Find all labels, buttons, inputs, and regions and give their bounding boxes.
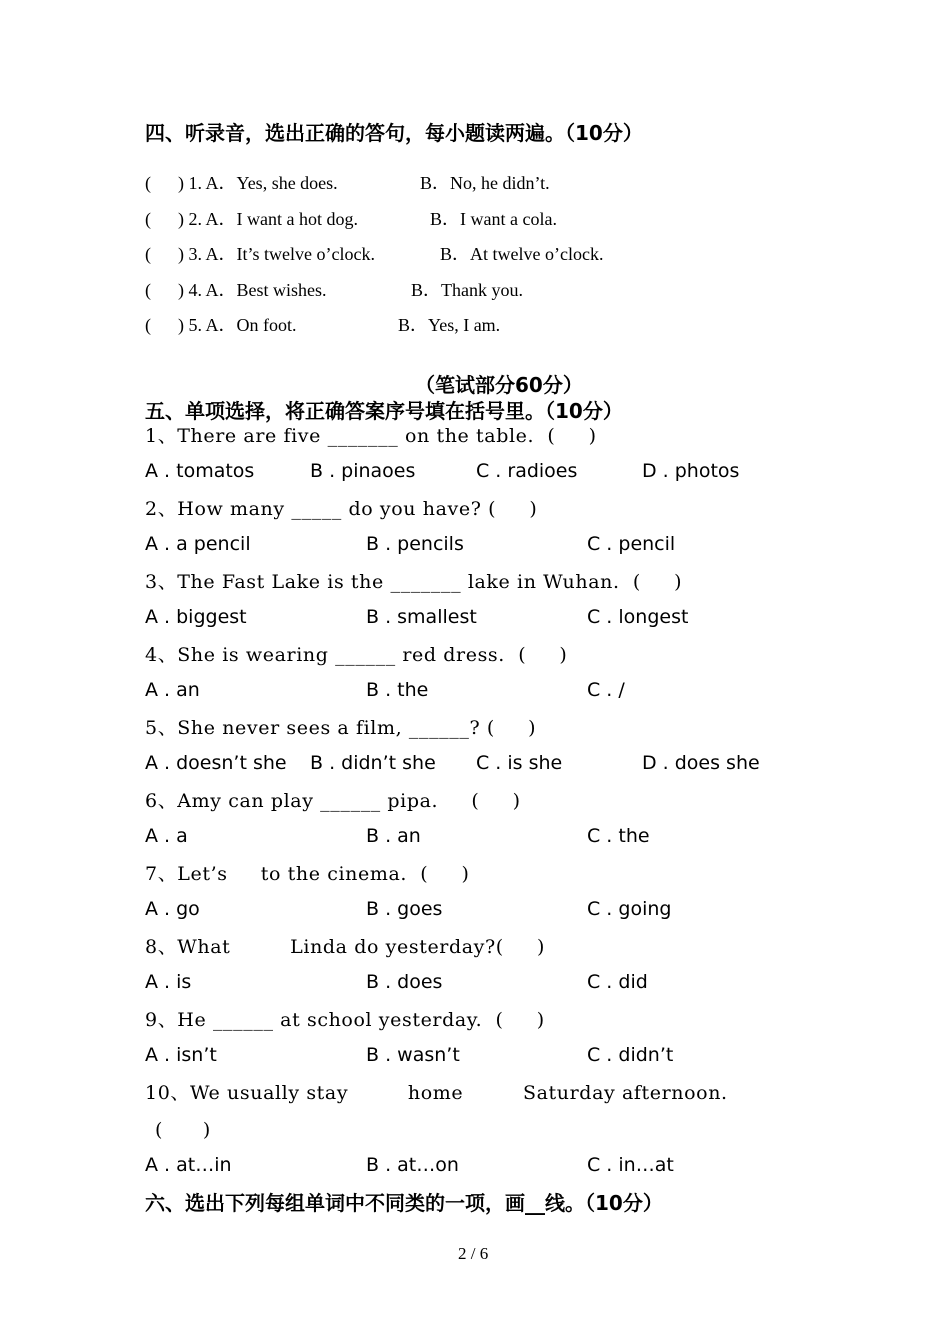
option: B . an	[366, 825, 421, 847]
section-6-heading: 六、选出下列每组单词中不同类的一项，画__线。（10分）	[145, 1191, 663, 1215]
option-b: B．At twelve o’clock.	[440, 244, 604, 264]
option: A . a	[145, 825, 188, 847]
item-stem: ) 1. A．Yes, she does.	[178, 173, 338, 193]
option: B . wasn’t	[366, 1044, 460, 1066]
question-text: 3、The Fast Lake is the _______ lake in Wuhan. ( )	[145, 571, 683, 593]
answer-paren: ( )	[155, 1119, 211, 1141]
option: C . going	[587, 898, 672, 920]
option: D . photos	[642, 460, 740, 482]
option-b: B．Thank you.	[411, 280, 523, 300]
option: C . pencil	[587, 533, 676, 555]
option-b: B．I want a cola.	[430, 209, 557, 229]
question-text: 4、She is wearing ______ red dress. ( )	[145, 644, 568, 666]
section-5-heading: 五、单项选择，将正确答案序号填在括号里。（10分）	[145, 399, 623, 423]
answer-paren: (	[145, 280, 151, 300]
question-text: 1、There are five _______ on the table. ( )	[145, 425, 597, 447]
option: A . is	[145, 971, 192, 993]
option: B . does	[366, 971, 443, 993]
option: C . longest	[587, 606, 689, 628]
question-text: 6、Amy can play ______ pipa. ( )	[145, 790, 521, 812]
question-text: 7、Let’s to the cinema. ( )	[145, 863, 470, 885]
option: B . goes	[366, 898, 443, 920]
option: C . in…at	[587, 1154, 674, 1176]
answer-paren: (	[145, 315, 151, 335]
question-text: 2、How many _____ do you have? ( )	[145, 498, 538, 520]
option: B . pinaoes	[310, 460, 416, 482]
option: C . /	[587, 679, 625, 701]
option: B . pencils	[366, 533, 464, 555]
item-stem: ) 2. A．I want a hot dog.	[178, 209, 358, 229]
question-text: 10、We usually stay home Saturday afternoon.	[145, 1082, 728, 1104]
option: A . a pencil	[145, 533, 251, 555]
option: B . at…on	[366, 1154, 459, 1176]
item-stem: ) 4. A．Best wishes.	[178, 280, 327, 300]
question-text: 9、He ______ at school yesterday. ( )	[145, 1009, 545, 1031]
item-stem: ) 5. A．On foot.	[178, 315, 297, 335]
option: B . the	[366, 679, 429, 701]
question-text: 5、She never sees a film, ______? ( )	[145, 717, 537, 739]
option: A . biggest	[145, 606, 247, 628]
question-text: 8、What Linda do yesterday?( )	[145, 936, 545, 958]
option: A . tomatos	[145, 460, 255, 482]
option: D . does she	[642, 752, 760, 774]
option-b: B．Yes, I am.	[398, 315, 501, 335]
option: C . didn’t	[587, 1044, 674, 1066]
option: A . isn’t	[145, 1044, 217, 1066]
item-stem: ) 3. A．It’s twelve o’clock.	[178, 244, 375, 264]
option: B . smallest	[366, 606, 477, 628]
option-b: B．No, he didn’t.	[420, 173, 550, 193]
page-number: 2 / 6	[458, 1244, 489, 1263]
option: C . did	[587, 971, 648, 993]
option: B . didn’t she	[310, 752, 436, 774]
answer-paren: (	[145, 244, 151, 264]
answer-paren: (	[145, 173, 151, 193]
written-part-label: （笔试部分60分）	[415, 373, 583, 397]
option: C . radioes	[476, 460, 578, 482]
option: A . at…in	[145, 1154, 232, 1176]
option: C . the	[587, 825, 650, 847]
option: A . doesn’t she	[145, 752, 287, 774]
option: A . go	[145, 898, 200, 920]
option: A . an	[145, 679, 200, 701]
answer-paren: (	[145, 209, 151, 229]
section-4-heading: 四、听录音，选出正确的答句，每小题读两遍。（10分）	[145, 121, 643, 145]
option: C . is she	[476, 752, 563, 774]
